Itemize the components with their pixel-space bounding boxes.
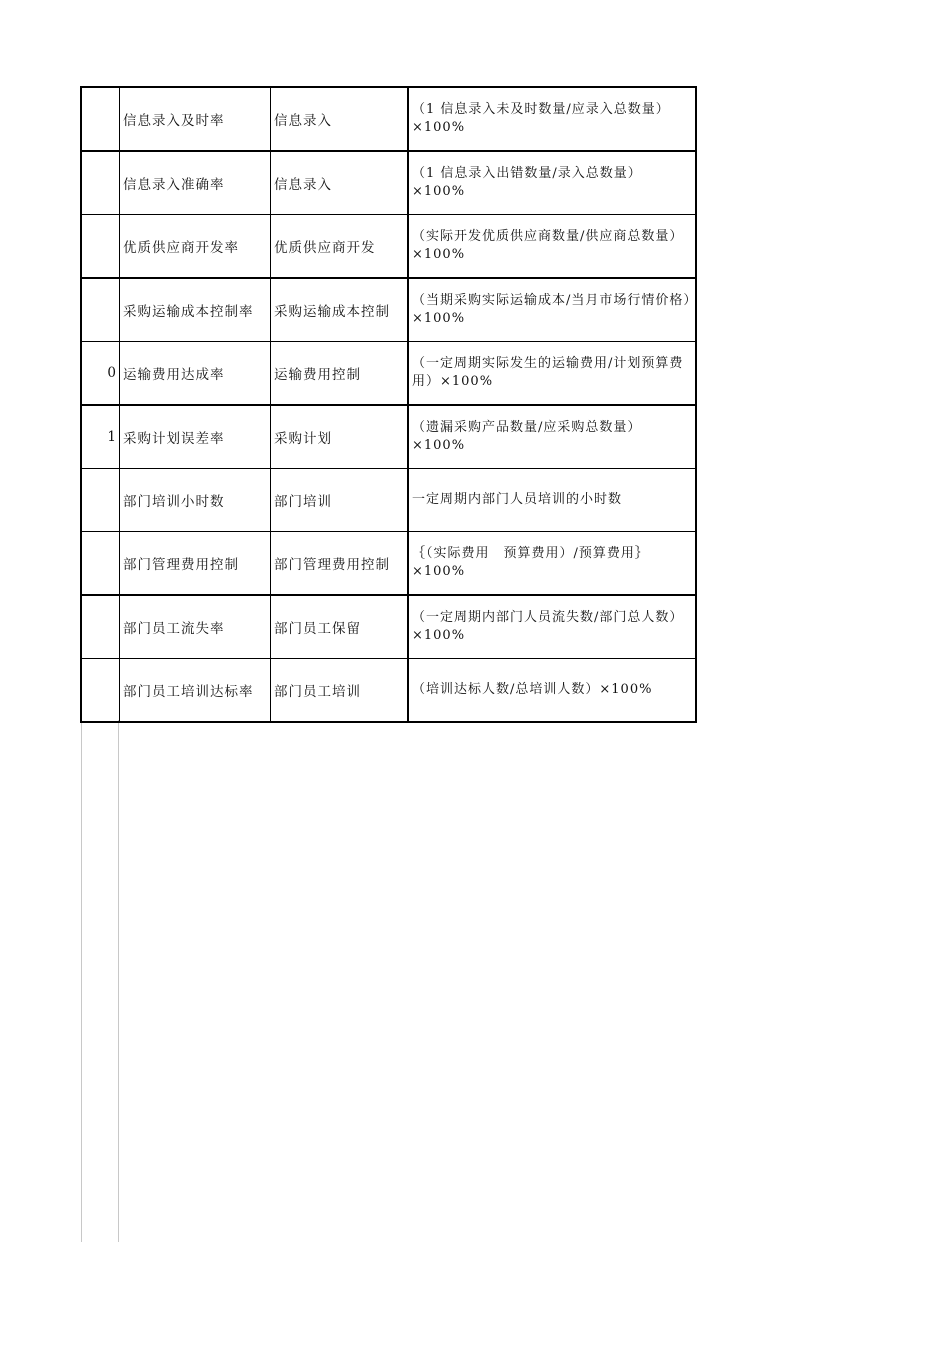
assessment-item-cell: 部门员工保留 [271,595,409,659]
formula-cell: （当期采购实际运输成本/当月市场行情价格）×100% [408,278,696,342]
formula-cell: （1 信息录入未及时数量/应录入总数量）×100% [408,87,696,151]
assessment-item-cell: 信息录入 [271,151,409,215]
table-row [81,87,696,151]
row-number-cell [81,151,120,215]
table-row [81,532,696,596]
kpi-name-cell: 运输费用达成率 [120,342,271,406]
assessment-item-cell: 采购计划 [271,405,409,469]
assessment-item-cell: 运输费用控制 [271,342,409,406]
assessment-item-cell: 部门员工培训 [271,659,409,723]
row-number-cell [81,469,120,532]
formula-cell: （培训达标人数/总培训人数）×100% [408,659,696,723]
assessment-item-cell: 优质供应商开发 [271,215,409,279]
assessment-item-cell: 部门培训 [271,469,409,532]
assessment-item-cell: 部门管理费用控制 [271,532,409,596]
kpi-sheet [80,86,697,723]
formula-cell: （实际开发优质供应商数量/供应商总数量）×100% [408,215,696,279]
formula-cell: 一定周期内部门人员培训的小时数 [408,469,696,532]
formula-cell: （一定周期实际发生的运输费用/计划预算费用）×100% [408,342,696,406]
kpi-name-cell: 部门培训小时数 [120,469,271,532]
kpi-name-cell: 部门员工流失率 [120,595,271,659]
sheet-gridline-right [118,720,119,1242]
formula-cell: ｛（实际费用 预算费用）/预算费用｝×100% [408,532,696,596]
assessment-item-cell: 信息录入 [271,87,409,151]
table-row [81,151,696,215]
kpi-name-cell: 部门员工培训达标率 [120,659,271,723]
assessment-item-cell: 采购运输成本控制 [271,278,409,342]
table-row [81,215,696,279]
row-number-cell [81,532,120,596]
table-row [81,405,696,469]
row-number-cell [81,215,120,279]
row-number-cell [81,278,120,342]
kpi-table [80,86,697,723]
kpi-name-cell: 优质供应商开发率 [120,215,271,279]
formula-cell: （1 信息录入出错数量/录入总数量）×100% [408,151,696,215]
formula-cell: （遗漏采购产品数量/应采购总数量）×100% [408,405,696,469]
table-row [81,659,696,723]
row-number-cell [81,595,120,659]
kpi-name-cell: 采购计划误差率 [120,405,271,469]
formula-cell: （一定周期内部门人员流失数/部门总人数）×100% [408,595,696,659]
kpi-name-cell: 信息录入及时率 [120,87,271,151]
row-number-cell [81,659,120,723]
table-row [81,469,696,532]
table-row [81,342,696,406]
kpi-name-cell: 信息录入准确率 [120,151,271,215]
kpi-name-cell: 采购运输成本控制率 [120,278,271,342]
row-number-cell [81,87,120,151]
table-row [81,595,696,659]
sheet-gridline-left [81,720,82,1242]
table-row [81,278,696,342]
row-number-cell: 0 [81,342,120,406]
kpi-name-cell: 部门管理费用控制 [120,532,271,596]
row-number-cell: 1 [81,405,120,469]
